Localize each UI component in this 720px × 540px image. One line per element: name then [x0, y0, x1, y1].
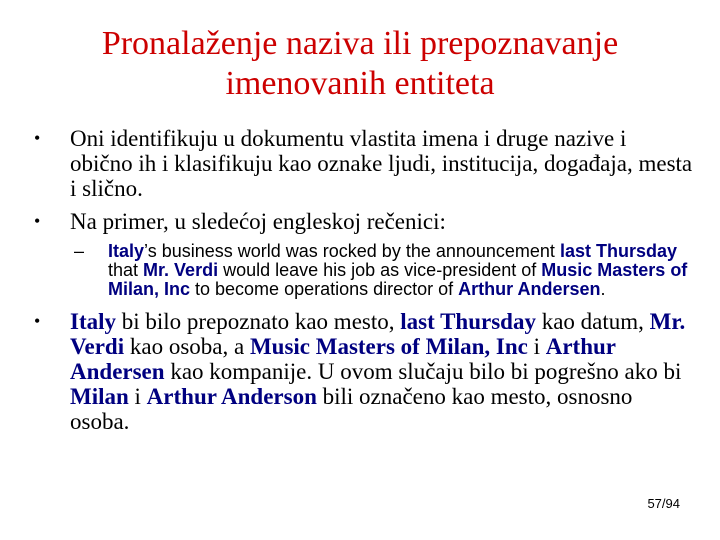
entity-italy: Italy: [108, 241, 145, 261]
example-text: .: [600, 279, 606, 299]
entity-arthur-andersen: Arthur Andersen: [70, 334, 616, 384]
bullet-marker: •: [34, 211, 41, 231]
bullet-text-3: kao datum,: [535, 309, 650, 334]
bullet-marker: •: [34, 128, 41, 148]
bullet-text-1: Oni identifikuju u dokumentu vlastita imena i druge nazive i obično ih i klasifikuju kao oznake ljudi, institucija, događaja, mesta i slično.: [70, 126, 693, 201]
sub-bullet-dash: –: [74, 241, 85, 261]
entity-mr-verdi: Mr. Verdi: [143, 260, 219, 280]
entity-arthur-andersen: Arthur Andersen: [458, 279, 601, 299]
entity-music-masters: Music Masters of Milan, Inc: [249, 334, 528, 359]
slide-title-line-1: Pronalaženje naziva ili prepoznavanje: [101, 25, 619, 62]
slide-title-line-2: imenovanih entiteta: [225, 65, 495, 102]
example-text: would leave his job as vice-president of: [218, 260, 542, 280]
bullet-text-3: bili označeno kao mesto, osnosno osoba.: [70, 384, 633, 434]
entity-music-masters: Music Masters of Milan, Inc: [108, 260, 688, 299]
entity-mr-verdi: Mr. Verdi: [70, 309, 686, 359]
entity-milan: Milan: [70, 384, 129, 409]
entity-arthur-anderson: Arthur Anderson: [146, 384, 317, 409]
slide-body: [34, 126, 694, 442]
entity-last-thursday: last Thursday: [400, 309, 536, 334]
bullet-text-3: kao kompanije. U ovom slučaju bilo bi pogrešno ako bi: [164, 359, 682, 384]
bullet-text-3: i: [527, 334, 546, 359]
entity-last-thursday: last Thursday: [559, 241, 677, 261]
bullet-marker: •: [34, 311, 41, 331]
bullet-text-3: bi bilo prepoznato kao mesto,: [116, 309, 401, 334]
example-text: to become operations director of: [190, 279, 459, 299]
slide-title: [30, 24, 690, 104]
example-text: that: [108, 260, 144, 280]
bullet-item-2: [34, 209, 694, 234]
page-number: 57/94: [647, 496, 680, 511]
entity-italy: Italy: [70, 309, 116, 334]
bullet-text-3: kao osoba, a: [124, 334, 250, 359]
bullet-item-3: [34, 309, 694, 434]
example-text: ’s business world was rocked by the announcement: [144, 241, 560, 261]
bullet-text-2: Na primer, u sledećoj engleskoj rečenici:: [70, 209, 446, 234]
bullet-text-3: i: [128, 384, 147, 409]
bullet-item-1: [34, 126, 694, 201]
sub-bullet-example: [70, 242, 694, 299]
